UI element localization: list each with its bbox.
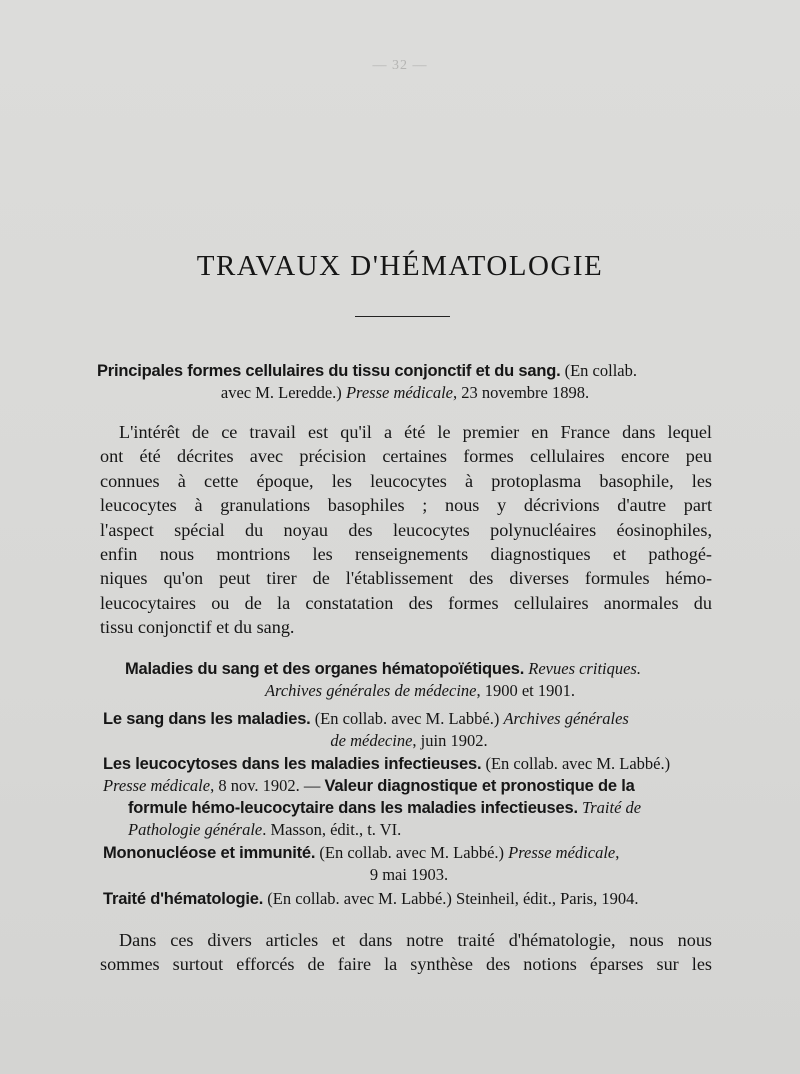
paragraph-line: ont été décrites avec précision certaines formes cellulaires encore peu: [100, 446, 712, 467]
reference-line: de médecine, juin 1902.: [330, 731, 488, 750]
reference-title: Maladies du sang et des organes hématopoïétiques.: [125, 660, 525, 678]
reference-line: Presse médicale, 8 nov. 1902. — Valeur diagnostique et pronostique de la: [103, 776, 635, 795]
reference-line: formule hémo-leucocytaire dans les maladies infectieuses. Traité de: [128, 798, 642, 817]
reference-title: formule hémo-leucocytaire dans les maladies infectieuses.: [128, 799, 578, 817]
paragraph-line: leucocytaires ou de la constatation des formes cellulaires anormales du: [100, 592, 712, 613]
paragraph-line: l'aspect spécial du noyau des leucocytes polynucléaires éosinophiles,: [100, 519, 712, 540]
reference-leucocytoses: [103, 753, 715, 841]
reference-line: 9 mai 1903.: [369, 865, 449, 884]
paragraph-line: enfin nous montrions les renseignements diagnostiques et pathogé-: [100, 544, 712, 565]
title-divider: [355, 316, 450, 317]
paragraph-line: niques qu'on peut tirer de l'établissement des diverses formules hémo-: [100, 568, 712, 589]
reference-title: Le sang dans les maladies.: [103, 710, 311, 728]
reference-line: avec M. Leredde.) Presse médicale, 23 novembre 1898.: [220, 383, 590, 402]
reference-maladies-du-sang: [125, 658, 715, 702]
reference-line: Archives générales de médecine, 1900 et 1901.: [264, 681, 576, 700]
reference-title: Principales formes cellulaires du tissu conjonctif et du sang.: [97, 362, 561, 380]
paragraph-line: connues à cette époque, les leucocytes à protoplasma basophile, les: [100, 470, 712, 491]
paragraph-line: tissu conjonctif et du sang.: [100, 617, 295, 638]
reference-line: Maladies du sang et des organes hématopoïétiques. Revues critiques.: [125, 659, 641, 678]
reference-formes-cellulaires: [97, 360, 713, 404]
body-paragraph-1: [100, 420, 712, 640]
page-title: TRAVAUX D'HÉMATOLOGIE: [196, 250, 604, 282]
reference-title: Valeur diagnostique et pronostique de la: [324, 777, 635, 795]
reference-title: Les leucocytoses dans les maladies infectieuses.: [103, 755, 482, 773]
reference-title: Traité d'hématologie.: [103, 890, 264, 908]
paragraph-line: sommes surtout efforcés de faire la synthèse des notions éparses sur les: [100, 954, 712, 975]
body-paragraph-2: [100, 928, 712, 977]
reference-line: Les leucocytoses dans les maladies infectieuses. (En collab. avec M. Labbé.): [103, 754, 671, 773]
reference-sang-maladies: [103, 708, 715, 752]
reference-line: Le sang dans les maladies. (En collab. avec M. Labbé.) Archives générales: [103, 709, 629, 728]
reference-title: Mononucléose et immunité.: [103, 844, 316, 862]
reference-line: Pathologie générale. Masson, édit., t. VI.: [128, 820, 402, 839]
paragraph-line: leucocytes à granulations basophiles ; nous y décrivions d'autre part: [100, 495, 712, 516]
reference-line: Traité d'hématologie. (En collab. avec M. Labbé.) Steinheil, édit., Paris, 1904.: [103, 889, 639, 908]
page-number: — 32 —: [372, 58, 428, 73]
paragraph-line: Dans ces divers articles et dans notre traité d'hématologie, nous nous: [119, 930, 712, 950]
paragraph-line: L'intérêt de ce travail est qu'il a été le premier en France dans lequel: [119, 422, 712, 442]
reference-traite-hematologie: [103, 888, 715, 910]
reference-line: Mononucléose et immunité. (En collab. avec M. Labbé.) Presse médicale,: [103, 843, 620, 862]
reference-mononucleose: [103, 842, 715, 886]
reference-line: Principales formes cellulaires du tissu conjonctif et du sang. (En collab.: [97, 361, 637, 380]
